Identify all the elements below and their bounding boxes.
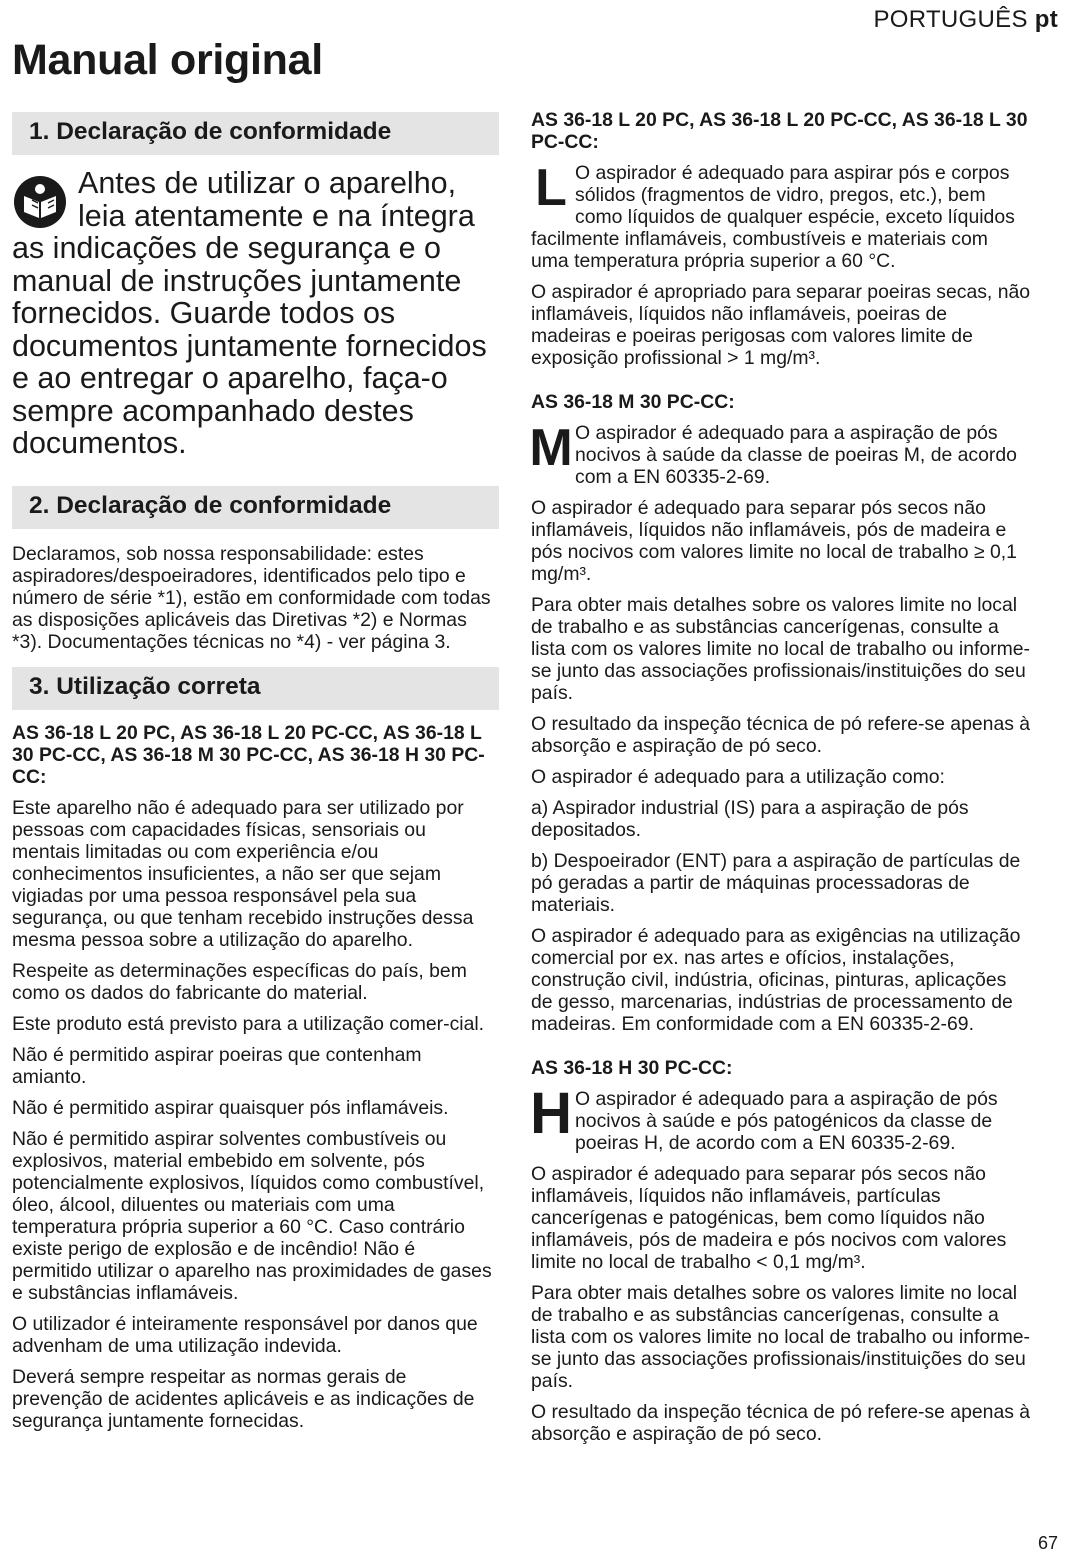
- read-manual-icon: [12, 174, 68, 230]
- dust-class-h-icon: H: [530, 1081, 572, 1146]
- paragraph: Não é permitido aspirar solventes combustíveis ou explosivos, material embebido em solvente, pós potencialmente explosivos, líquidos como combustível, óleo, álcool, diluentes ou materiais com uma temperatura própria superior a 60 °C. Caso contrário existe perigo de explosão e de incêndio! Não é permitido utilizar o aparelho nas proximidades de gases e substâncias inflamáveis.: [12, 1127, 492, 1304]
- l-class-text: O aspirador é adequado para aspirar pós e corpos sólidos (fragmentos de vidro, pregos, etc.), bem como líquidos de qualquer espécie, exceto líquidos facilmente inflamáveis, combustíveis e materiais com uma temperatura própria superior a 60 °C.: [531, 162, 1015, 272]
- section-1-heading: 1. Declaração de conformidade: [12, 112, 499, 155]
- page-number: 67: [1037, 1533, 1058, 1553]
- language-code: pt: [1034, 6, 1058, 33]
- left-column: [12, 112, 499, 1441]
- paragraph: O aspirador é adequado para separar pós secos não inflamáveis, líquidos não inflamáveis, partículas cancerígenas e patogénicas, bem como líquidos não inflamáveis, pós de madeira e pós nocivos com valores limite no local de trabalho < 0,1 mg/m³.: [531, 1163, 1007, 1273]
- paragraph: Respeite as determinações específicas do país, bem como os dados do fabricante do material.: [12, 959, 467, 1004]
- language-label: [873, 6, 1058, 34]
- paragraph: Deverá sempre respeitar as normas gerais de prevenção de acidentes aplicáveis e as indicações de segurança juntamente fornecidas.: [12, 1365, 475, 1432]
- paragraph: Para obter mais detalhes sobre os valores limite no local de trabalho e as substâncias cancerígenas, consulte a lista com os valores limite no local de trabalho ou informe-se junto das associações profissionais/instituições do seu país.: [531, 1282, 1030, 1392]
- paragraph: Este produto está previsto para a utilização comer-cial.: [12, 1012, 485, 1035]
- paragraph: Para obter mais detalhes sobre os valores limite no local de trabalho e as substâncias cancerígenas, consulte a lista com os valores limite no local de trabalho ou informe-se junto das associações profissionais/instituições do seu país.: [531, 594, 1030, 704]
- language-name: PORTUGUÊS: [873, 6, 1028, 33]
- paragraph: Não é permitido aspirar quaisquer pós inflamáveis.: [12, 1096, 449, 1119]
- dust-class-l-icon: L: [535, 159, 567, 217]
- paragraph: b) Despoeirador (ENT) para a aspiração de partículas de pó geradas a partir de máquinas processadoras de materiais.: [531, 850, 1021, 916]
- models-heading: AS 36-18 L 20 PC, AS 36-18 L 20 PC-CC, AS 36-18 L 30 PC-CC, AS 36-18 M 30 PC-CC, AS 36-18 H 30 PC-CC:: [12, 721, 485, 788]
- safety-notice-text: Antes de utilizar o aparelho, leia atentamente e na íntegra as indicações de segurança e o manual de instruções juntamente fornecidos. Guarde todos os documentos juntamente fornecidos e ao entregar o aparelho, faça-o sempre acompanhado destes documentos.: [12, 166, 487, 460]
- paragraph: O resultado da inspeção técnica de pó refere-se apenas à absorção e aspiração de pó seco.: [531, 1401, 1031, 1445]
- m-class-text: O aspirador é adequado para a aspiração de pós nocivos à saúde da classe de poeiras M, de acordo com a EN 60335-2-69.: [575, 422, 1017, 488]
- paragraph: O utilizador é inteiramente responsável por danos que advenham de uma utilização indevida.: [12, 1312, 478, 1357]
- page-title: Manual original: [12, 36, 323, 84]
- paragraph: O aspirador é adequado para a utilização como:: [531, 766, 945, 788]
- paragraph: O resultado da inspeção técnica de pó refere-se apenas à absorção e aspiração de pó seco.: [531, 713, 1031, 757]
- l-models-heading: AS 36-18 L 20 PC, AS 36-18 L 20 PC-CC, AS 36-18 L 30 PC-CC:: [531, 109, 1028, 153]
- h-model-heading: AS 36-18 H 30 PC-CC:: [531, 1057, 733, 1079]
- right-column: [531, 109, 1031, 1454]
- dust-class-m-icon: M: [529, 419, 573, 477]
- m-model-heading: AS 36-18 M 30 PC-CC:: [531, 391, 735, 413]
- section-2-heading: 2. Declaração de conformidade: [12, 486, 499, 529]
- declaration-text: Declaramos, sob nossa responsabilidade: estes aspiradores/despoeiradores, identificados pelo tipo e número de série *1), estão em conformidade com todas as disposições aplicáveis das Diretivas *2) e Normas *3). Documentações técnicas no *4) - ver página 3.: [12, 542, 491, 653]
- safety-notice: [12, 167, 499, 460]
- paragraph: O aspirador é apropriado para separar poeiras secas, não inflamáveis, líquidos não inflamáveis, poeiras de madeiras e poeiras perigosas com valores limite de exposição profissional > 1 mg/m³.: [531, 281, 1031, 369]
- paragraph: Este aparelho não é adequado para ser utilizado por pessoas com capacidades físicas, sensoriais ou mentais limitadas ou com experiência e/ou conhecimentos insuficientes, a não ser que sejam vigiadas por uma pessoa responsável pela sua segurança, ou que tenham recebido instruções dessa mesma pessoa sobre a utilização do aparelho.: [12, 796, 474, 951]
- paragraph: O aspirador é adequado para as exigências na utilização comercial por ex. nas artes e ofícios, instalações, construção civil, indústria, oficinas, pinturas, aplicações de gesso, marcenarias, indústrias de processamento de madeiras. Em conformidade com a EN 60335-2-69.: [531, 925, 1021, 1035]
- paragraph: a) Aspirador industrial (IS) para a aspiração de pós depositados.: [531, 797, 969, 841]
- h-class-text: O aspirador é adequado para a aspiração de pós nocivos à saúde e pós patogénicos da classe de poeiras H, de acordo com a EN 60335-2-69.: [575, 1088, 998, 1154]
- section-3-heading: 3. Utilização correta: [12, 667, 499, 710]
- paragraph: O aspirador é adequado para separar pós secos não inflamáveis, líquidos não inflamáveis, pós de madeira e pós nocivos com valores limite no local de trabalho ≥ 0,1 mg/m³.: [531, 497, 1017, 585]
- paragraph: Não é permitido aspirar poeiras que contenham amianto.: [12, 1043, 422, 1088]
